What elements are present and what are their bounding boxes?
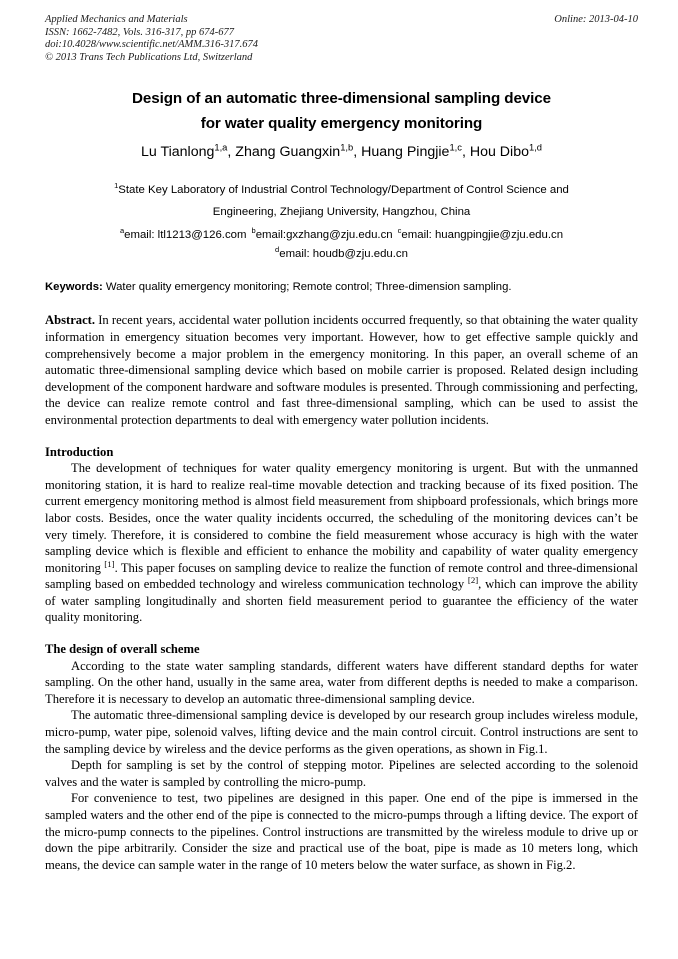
body-paragraph: Depth for sampling is set by the control of stepping motor. Pipelines are selected according to the solenoid valves and the water is sampled by controlling the micro-pump. xyxy=(45,758,638,789)
abstract-label: Abstract. xyxy=(45,313,96,328)
title-line-2: for water quality emergency monitoring xyxy=(200,115,483,133)
email-address: email: ltl1213@126.com xyxy=(124,229,247,242)
email-address: email: houdb@zju.edu.cn xyxy=(279,248,408,261)
author-name: Lu Tianlong xyxy=(141,144,215,161)
copyright-line: © 2013 Trans Tech Publications Ltd, Switzerland xyxy=(45,51,253,63)
body-sections xyxy=(45,444,638,874)
affiliation xyxy=(45,179,638,223)
email-list xyxy=(45,226,638,264)
citation-reference: [1] xyxy=(104,558,115,569)
issn-line: ISSN: 1662-7482, Vols. 316-317, pp 674-677 xyxy=(45,26,234,38)
author-name: Huang Pingjie xyxy=(361,144,450,161)
journal-name: Applied Mechanics and Materials xyxy=(45,14,188,25)
email-address: email:gxzhang@zju.edu.cn xyxy=(255,229,393,242)
abstract-block xyxy=(45,312,638,428)
email-line xyxy=(45,245,638,264)
author-name: Hou Dibo xyxy=(469,144,529,161)
body-paragraph: According to the state water sampling standards, different waters have different standard depths for water sampling. On the other hand, usually in the same area, water from different depths is needed to make a comparison. Therefore it is necessary to develop an automatic three-dimensional sampling device. xyxy=(45,658,638,706)
body-paragraph: For convenience to test, two pipelines are designed in this paper. One end of the pipe is immersed in the sampled waters and the other end of the pipe is connected to the micro-pumps through a lifting device. The export of the micro-pump connects to the pipelines. Control instructions are transmitted by the wireless module to drive up or down the pipe arbitrarily. Consider the size and practical use of the boat, pipe is made as 10 meters long, which means, the device can sample water in the range of 10 meters below the water surface, as shown in Fig.2. xyxy=(45,791,638,872)
abstract-text: In recent years, accidental water pollution incidents occurred frequently, so that obtaining the water quality information in emergency situation becomes very important. However, how to get effective sample quickly and comprehensively become a major problem in the emergency monitoring. In this paper, an overall scheme of an automatic three-dimensional sampling device which based on mobile carrier is proposed. Related design including development of the component hardware and software modules is presented. Through commissioning and perfecting, the device can realize remote control and fast three-dimensional sampling, which can be used to assist the environmental protection departments to deal with emergency water pollution incidents. xyxy=(45,313,638,427)
keywords-label: Keywords: xyxy=(45,281,103,294)
email-marker: b xyxy=(251,226,256,236)
section-heading: Introduction xyxy=(45,444,114,459)
email-marker: d xyxy=(275,245,280,255)
author-affiliation-marker: 1,b xyxy=(340,142,354,153)
title-line-1: Design of an automatic three-dimensional sampling device xyxy=(132,90,551,108)
email-marker: c xyxy=(397,226,402,236)
affiliation-line-2: Engineering, Zhejiang University, Hangzhou, China xyxy=(212,206,471,219)
page-title xyxy=(45,86,638,136)
citation-reference: [2] xyxy=(467,575,479,586)
keywords-line xyxy=(45,280,638,295)
body-paragraph: The automatic three-dimensional sampling device is developed by our research group includes wireless module, micro-pump, water pipe, solenoid valves, lifting device and the main control circuit. Control instructions are sent to the sampling device by wireless and the device performs as the given operations, as shown in Fig.1. xyxy=(45,708,638,756)
affiliation-marker: 1 xyxy=(114,181,119,191)
email-line xyxy=(45,226,638,245)
author-affiliation-marker: 1,d xyxy=(528,142,542,153)
section-heading: The design of overall scheme xyxy=(45,642,200,657)
journal-header xyxy=(45,14,638,64)
author-list: Lu Tianlong$^{1,a}$, Zhang Guangxin$^{1,b}$, Huang Pingjie$^{1,c}$, Hou Dibo$^{1,d}$ xyxy=(141,142,542,161)
email-address: email: huangpingjie@zju.edu.cn xyxy=(401,229,564,242)
body-paragraph: The development of techniques for water quality emergency monitoring is urgent. But with the unmanned monitoring station, it is hard to realize real-time movable detection and tracking because of its fixed position. The current emergency monitoring method is almost field measurement from shipboard professionals, which brings more labor costs. Besides, once the water quality incidents occurred, the scheduling of the monitoring devices can’t be very timely. Therefore, it is considered to combine the field measurement whose accuracy is high with the water sampling device which is flexible and efficient to enhance the mobility and capability of water quality emergency monitoring [1]. This paper focuses on sampling device to realize the function of remote control and three-dimensional sampling based on embedded technology and wireless communication technology [2], which can improve the ability of water sampling longitudinally and shorten field measurement period to guarantee the efficiency of the water quality monitoring. xyxy=(45,461,638,625)
author-name: Zhang Guangxin xyxy=(235,144,341,161)
online-date: Online: 2013-04-10 xyxy=(554,14,638,25)
author-affiliation-marker: 1,a xyxy=(214,142,228,153)
affiliation-line-1: State Key Laboratory of Industrial Control Technology/Department of Control Science and xyxy=(118,184,569,197)
email-marker: a xyxy=(119,226,125,236)
keywords-text: Water quality emergency monitoring; Remote control; Three-dimension sampling. xyxy=(102,281,512,294)
author-affiliation-marker: 1,c xyxy=(449,142,462,153)
doi-line: doi:10.4028/www.scientific.net/AMM.316-317.674 xyxy=(45,39,258,51)
